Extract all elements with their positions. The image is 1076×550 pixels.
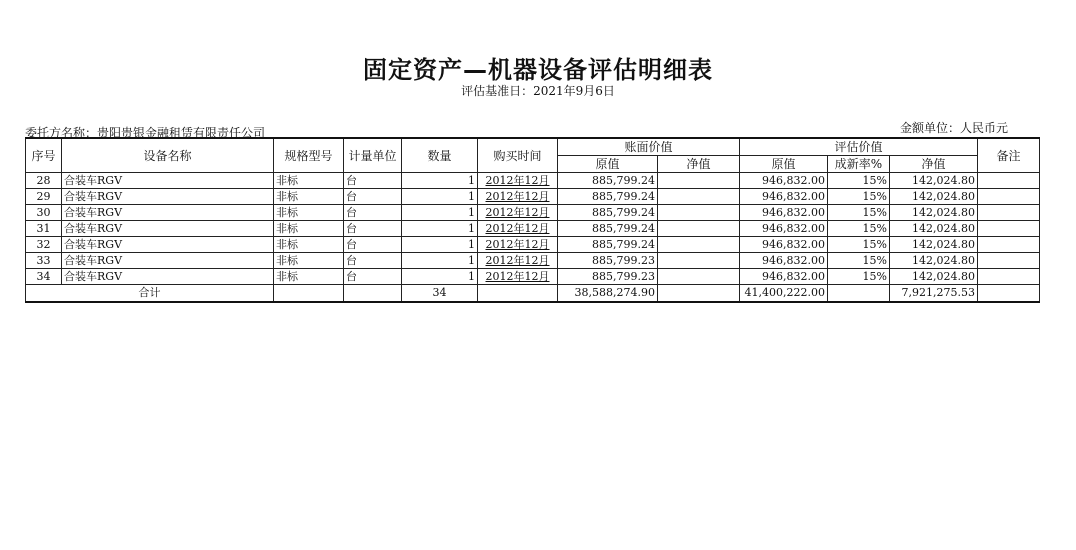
cell-date: 2012年12月 <box>478 189 558 205</box>
table-row <box>26 269 1040 285</box>
cell-book-original: 885,799.24 <box>558 173 658 189</box>
cell-name: 合装车RGV <box>62 253 274 269</box>
cell-model: 非标 <box>274 237 344 253</box>
client-name: 委托方名称：贵阳贵银金融租赁有限责任公司 <box>25 126 266 140</box>
header-note: 备注 <box>978 138 1040 173</box>
header-book-value: 账面价值 <box>558 138 740 156</box>
header-eval-value: 评估价值 <box>740 138 978 156</box>
cell-book-original: 885,799.24 <box>558 237 658 253</box>
cell-note <box>978 189 1040 205</box>
cell-unit: 台 <box>344 221 402 237</box>
cell-seq: 32 <box>26 237 62 253</box>
cell-qty: 1 <box>402 237 478 253</box>
total-book-net <box>658 285 740 303</box>
cell-note <box>978 269 1040 285</box>
cell-book-net <box>658 205 740 221</box>
page-title: 固定资产—机器设备评估明细表 <box>363 56 713 84</box>
cell-date: 2012年12月 <box>478 221 558 237</box>
cell-eval-net: 142,024.80 <box>890 189 978 205</box>
header-eval-net: 净值 <box>890 156 978 173</box>
cell-eval-rate: 15% <box>828 253 890 269</box>
cell-eval-original: 946,832.00 <box>740 205 828 221</box>
header-seq: 序号 <box>26 138 62 173</box>
cell-unit: 台 <box>344 189 402 205</box>
total-book-original: 38,588,274.90 <box>558 285 658 303</box>
cell-note <box>978 253 1040 269</box>
cell-eval-net: 142,024.80 <box>890 237 978 253</box>
cell-name: 合装车RGV <box>62 269 274 285</box>
total-date <box>478 285 558 303</box>
cell-eval-net: 142,024.80 <box>890 269 978 285</box>
cell-model: 非标 <box>274 221 344 237</box>
total-note <box>978 285 1040 303</box>
valuation-date: 评估基准日：2021年9月6日 <box>461 84 615 98</box>
header-model: 规格型号 <box>274 138 344 173</box>
cell-eval-original: 946,832.00 <box>740 221 828 237</box>
cell-seq: 34 <box>26 269 62 285</box>
cell-book-original: 885,799.24 <box>558 205 658 221</box>
cell-book-net <box>658 237 740 253</box>
asset-detail-table <box>25 137 1040 303</box>
cell-model: 非标 <box>274 253 344 269</box>
header-purchase-date: 购买时间 <box>478 138 558 173</box>
cell-eval-rate: 15% <box>828 237 890 253</box>
cell-name: 合装车RGV <box>62 237 274 253</box>
cell-book-original: 885,799.23 <box>558 253 658 269</box>
total-row <box>26 285 1040 303</box>
header-eval-rate: 成新率% <box>828 156 890 173</box>
cell-unit: 台 <box>344 205 402 221</box>
cell-eval-rate: 15% <box>828 173 890 189</box>
cell-unit: 台 <box>344 253 402 269</box>
cell-seq: 33 <box>26 253 62 269</box>
cell-seq: 29 <box>26 189 62 205</box>
cell-book-net <box>658 173 740 189</box>
cell-eval-rate: 15% <box>828 221 890 237</box>
cell-qty: 1 <box>402 269 478 285</box>
cell-date: 2012年12月 <box>478 237 558 253</box>
cell-eval-rate: 15% <box>828 189 890 205</box>
cell-seq: 28 <box>26 173 62 189</box>
header-eval-original: 原值 <box>740 156 828 173</box>
cell-unit: 台 <box>344 269 402 285</box>
header-name: 设备名称 <box>62 138 274 173</box>
total-eval-net: 7,921,275.53 <box>890 285 978 303</box>
cell-eval-original: 946,832.00 <box>740 269 828 285</box>
cell-unit: 台 <box>344 237 402 253</box>
total-qty: 34 <box>402 285 478 303</box>
cell-book-net <box>658 221 740 237</box>
total-label: 合计 <box>26 285 274 303</box>
cell-book-net <box>658 253 740 269</box>
cell-book-original: 885,799.24 <box>558 221 658 237</box>
table-row <box>26 189 1040 205</box>
cell-note <box>978 221 1040 237</box>
cell-book-net <box>658 189 740 205</box>
cell-model: 非标 <box>274 173 344 189</box>
currency-unit: 金额单位：人民币元 <box>900 121 1009 135</box>
table-row <box>26 173 1040 189</box>
cell-qty: 1 <box>402 205 478 221</box>
cell-note <box>978 205 1040 221</box>
total-eval-rate <box>828 285 890 303</box>
cell-name: 合装车RGV <box>62 205 274 221</box>
table-row <box>26 221 1040 237</box>
cell-eval-original: 946,832.00 <box>740 237 828 253</box>
cell-eval-net: 142,024.80 <box>890 221 978 237</box>
cell-qty: 1 <box>402 221 478 237</box>
cell-eval-rate: 15% <box>828 205 890 221</box>
cell-seq: 31 <box>26 221 62 237</box>
cell-qty: 1 <box>402 253 478 269</box>
cell-eval-original: 946,832.00 <box>740 173 828 189</box>
cell-seq: 30 <box>26 205 62 221</box>
total-model <box>274 285 344 303</box>
cell-note <box>978 173 1040 189</box>
cell-date: 2012年12月 <box>478 173 558 189</box>
cell-model: 非标 <box>274 189 344 205</box>
cell-unit: 台 <box>344 173 402 189</box>
cell-eval-rate: 15% <box>828 269 890 285</box>
header-book-original: 原值 <box>558 156 658 173</box>
cell-eval-original: 946,832.00 <box>740 253 828 269</box>
cell-name: 合装车RGV <box>62 221 274 237</box>
header-unit: 计量单位 <box>344 138 402 173</box>
cell-model: 非标 <box>274 269 344 285</box>
cell-date: 2012年12月 <box>478 253 558 269</box>
cell-book-net <box>658 269 740 285</box>
cell-name: 合装车RGV <box>62 189 274 205</box>
table-row <box>26 253 1040 269</box>
cell-name: 合装车RGV <box>62 173 274 189</box>
cell-date: 2012年12月 <box>478 269 558 285</box>
cell-eval-net: 142,024.80 <box>890 253 978 269</box>
cell-note <box>978 237 1040 253</box>
cell-book-original: 885,799.24 <box>558 189 658 205</box>
cell-qty: 1 <box>402 189 478 205</box>
cell-qty: 1 <box>402 173 478 189</box>
cell-date: 2012年12月 <box>478 205 558 221</box>
header-qty: 数量 <box>402 138 478 173</box>
cell-book-original: 885,799.23 <box>558 269 658 285</box>
table-row <box>26 205 1040 221</box>
cell-eval-original: 946,832.00 <box>740 189 828 205</box>
table-row <box>26 237 1040 253</box>
cell-model: 非标 <box>274 205 344 221</box>
header-book-net: 净值 <box>658 156 740 173</box>
cell-eval-net: 142,024.80 <box>890 173 978 189</box>
total-eval-original: 41,400,222.00 <box>740 285 828 303</box>
cell-eval-net: 142,024.80 <box>890 205 978 221</box>
total-unit <box>344 285 402 303</box>
